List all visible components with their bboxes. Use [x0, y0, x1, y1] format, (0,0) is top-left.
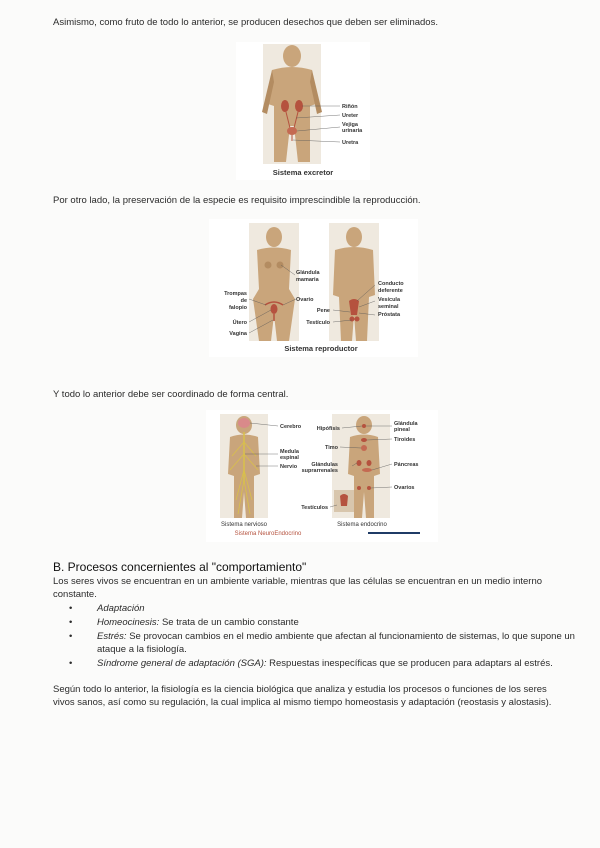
paragraph-excretion: Asimismo, como fruto de todo lo anterior, se producen desechos que deben ser eliminados. — [53, 17, 438, 28]
figure-excretory-system — [236, 42, 370, 180]
label-vesicula: Vesícula — [378, 297, 401, 303]
figure-reproductive-system — [209, 219, 418, 357]
kidney-right — [295, 100, 303, 112]
label-rinon: Riñón — [342, 104, 358, 110]
label-pancreas: Páncreas — [394, 462, 419, 468]
label-tiroides: Tiroides — [394, 437, 416, 443]
list-item-adaptacion: • Adaptación — [69, 603, 145, 614]
paragraph-intro-environment: Los seres vivos se encuentran en un ambiente variable, mientras que las células se encuentran en un medio interno constante. — [53, 576, 543, 600]
label-trompas: Trompas — [224, 291, 247, 297]
kidney-left — [281, 100, 289, 112]
bladder — [287, 127, 297, 135]
label-mamaria: mamaria — [296, 277, 319, 283]
label-uretra: Uretra — [342, 140, 359, 146]
label-vejiga: Vejiga — [342, 122, 358, 128]
label-deferente: deferente — [378, 288, 403, 294]
uterus — [271, 304, 278, 314]
paragraph-conclusion: Según todo lo anterior, la fisiología es la ciencia biológica que analiza y estudia los procesos o funciones de los seres vivos sanos, así como su regulación, la cual implica al mismo tiempo homeostasis y adaptación (reostasis y alostasis). — [53, 684, 552, 708]
label-cerebro: Cerebro — [280, 424, 302, 430]
label-ovario: Ovario — [296, 297, 314, 303]
label-ureter: Ureter — [342, 113, 359, 119]
label-glandula-pineal-1: Glándula — [394, 421, 418, 427]
label-prostata: Próstata — [378, 312, 401, 318]
label-glandula: Glándula — [296, 270, 320, 276]
label-falopio: falopio — [228, 305, 247, 311]
caption-endocrine: Sistema endocrino — [337, 522, 387, 528]
accent-bar — [368, 532, 420, 534]
label-testiculo: Testículo — [306, 320, 330, 326]
caption-neuroendocrine: Sistema NeuroEndocrino — [234, 531, 302, 537]
behavior-process-list — [53, 602, 583, 671]
paragraph-reproduction: Por otro lado, la preservación de la especie es requisito imprescindible la reproducción. — [53, 195, 421, 206]
brain — [238, 418, 250, 428]
label-espinal: espinal — [280, 455, 299, 461]
label-utero: Útero — [232, 320, 247, 326]
label-de: de — [240, 298, 247, 304]
label-seminal: seminal — [378, 304, 399, 310]
list-item-homeocinesis: • Homeocinesis: Se trata de un cambio constante — [69, 617, 299, 628]
figure-neuroendocrine-system — [206, 410, 438, 542]
list-item-sga: • Síndrome general de adaptación (SGA): Respuestas inespecíficas que se producen para adaptars al estrés. — [69, 658, 553, 669]
head-shape — [283, 45, 301, 67]
label-timo: Timo — [324, 445, 338, 451]
paragraph-coordination: Y todo lo anterior debe ser coordinado de forma central. — [53, 389, 289, 400]
label-hipofisis: Hipófisis — [316, 426, 340, 432]
label-suprarrenales: suprarrenales — [301, 468, 338, 474]
label-glandula-pineal-2: pineal — [394, 427, 410, 433]
label-pene: Pene — [316, 308, 330, 314]
section-b-heading: B. Procesos concernientes al "comportamiento" — [53, 560, 307, 574]
label-medula: Medula — [280, 449, 299, 455]
caption-excretory: Sistema excretor — [272, 168, 334, 177]
label-glandulas: Glándulas — [311, 462, 338, 468]
label-ovarios: Ovarios — [394, 485, 415, 491]
caption-nervous: Sistema nervioso — [220, 522, 268, 528]
label-nervio: Nervio — [280, 464, 298, 470]
list-item-estres: • Estrés: Se provocan cambios en el medio ambiente que afectan al funcionamiento de sistemas, lo que supone un ataque a la fisiología. — [69, 631, 575, 655]
label-testiculos: Testículos — [301, 505, 328, 511]
label-vagina: Vagina — [229, 331, 247, 337]
label-urinaria: urinaria — [342, 128, 363, 134]
label-conducto: Conducto — [378, 281, 404, 287]
caption-reproductive: Sistema reproductor — [284, 344, 358, 353]
